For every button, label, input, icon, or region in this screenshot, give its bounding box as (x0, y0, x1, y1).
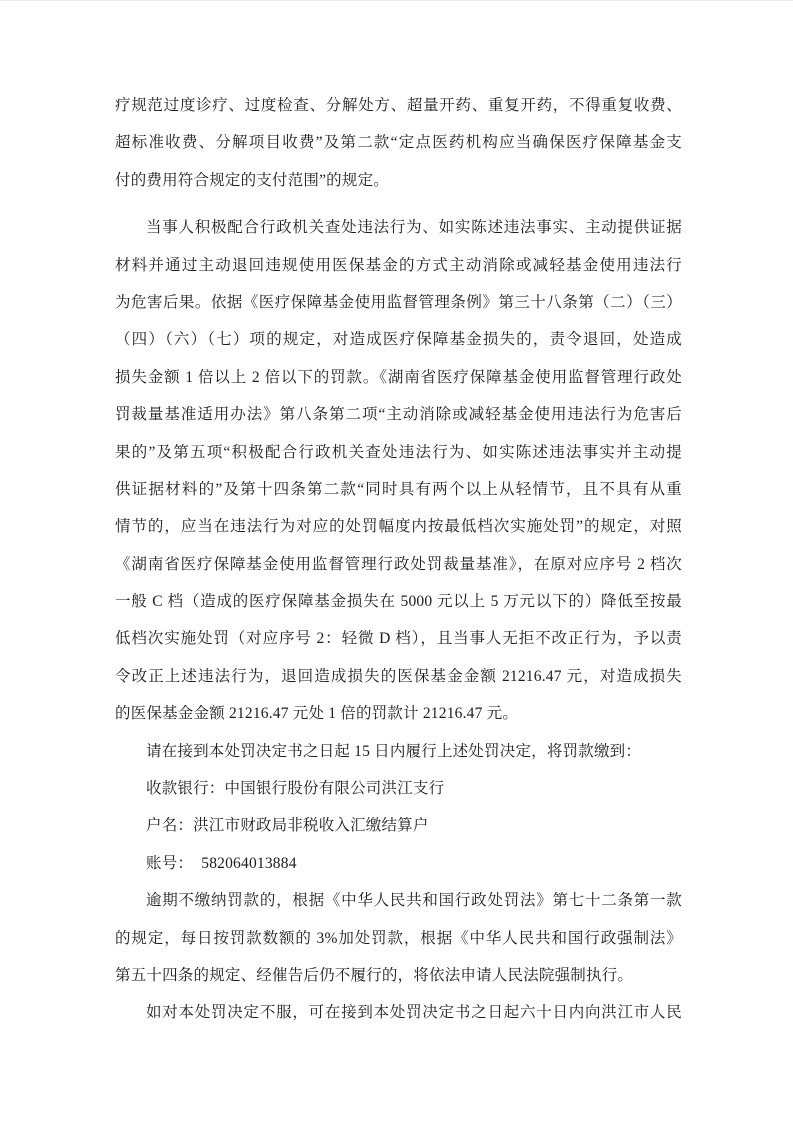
text-line: 供证据材料的”及第十四条第二款“同时具有两个以上从轻情节，且不具有从重 (115, 480, 682, 498)
text-line: 付的费用符合规定的支付范围”的规定。 (115, 171, 389, 189)
text-line: 《湖南省医疗保障基金使用监督管理行政处罚裁量基准》，在原对应序号 2 档次 (115, 555, 682, 573)
text-line: 请在接到本处罚决定书之日起 15 日内履行上述处罚决定，将罚款缴到： (146, 742, 642, 760)
payment-account-number (115, 845, 682, 882)
text-line: 当事人积极配合行政机关查处违法行为、如实陈述违法事实、主动提供证据 (146, 219, 682, 237)
text-line: 令改正上述违法行为，退回造成损失的医保基金金额 21216.47 元，对造成损失 (115, 667, 682, 685)
text-line: 材料并通过主动退回违规使用医保基金的方式主动消除或减轻基金使用违法行 (115, 256, 682, 274)
text-line: 如对本处罚决定不服，可在接到本处罚决定书之日起六十日内向洪江市人民 (146, 1004, 682, 1022)
text-line: 收款银行：中国银行股份有限公司洪江支行 (146, 780, 445, 798)
payment-deadline (115, 733, 682, 770)
text-line: 一般 C 档（造成的医疗保障基金损失在 5000 元以上 5 万元以下的）降低至按最 (115, 593, 682, 611)
text-line: 超标准收费、分解项目收费”及第二款“定点医药机构应当确保医疗保障基金支 (115, 134, 682, 152)
text-line: 果的”及第五项“积极配合行政机关查处违法行为、如实陈述违法事实并主动提 (115, 443, 682, 461)
payment-bank (115, 770, 682, 807)
late-payment-clause (115, 882, 682, 994)
text-line: 为危害后果。依据《医疗保障基金使用监督管理条例》第三十八条第（二）（三） (115, 293, 682, 311)
text-line: 罚裁量基准适用办法》第八条第二项“主动消除或减轻基金使用违法行为危害后 (115, 406, 682, 424)
text-line: 低档次实施处罚（对应序号 2：轻微 D 档），且当事人无拒不改正行为，予以责 (115, 630, 682, 648)
text-line: 情节的，应当在违法行为对应的处罚幅度内按最低档次实施处罚”的规定，对照 (115, 518, 682, 536)
appeal-rights-clause (115, 994, 682, 1031)
text-line: 疗规范过度诊疗、过度检查、分解处方、超量开药、重复开药，不得重复收费、 (115, 97, 682, 114)
text-line: 损失金额 1 倍以上 2 倍以下的罚款。《湖南省医疗保障基金使用监督管理行政处 (115, 368, 682, 386)
text-line: 第五十四条的规定、经催告后仍不履行的，将依法申请人民法院强制执行。 (115, 966, 634, 984)
text-line: 逾期不缴纳罚款的，根据《中华人民共和国行政处罚法》第七十二条第一款 (146, 892, 682, 910)
text-line: 账号： 582064013884 (146, 854, 297, 872)
text-line: 的医保基金金额 21216.47 元处 1 倍的罚款计 21216.47 元。 (115, 705, 519, 723)
text-line: （四）（六）（七）项的规定，对造成医疗保障基金损失的，责令退回，处造成 (115, 331, 682, 349)
text-line: 户名：洪江市财政局非税收入汇缴结算户 (146, 817, 429, 835)
document-body (115, 87, 682, 1032)
payment-account-name (115, 807, 682, 844)
penalty-determination (115, 209, 682, 732)
regulations-quote-continuation (115, 87, 682, 199)
text-line: 的规定，每日按罚款数额的 3%加处罚款，根据《中华人民共和国行政强制法》 (115, 929, 682, 947)
